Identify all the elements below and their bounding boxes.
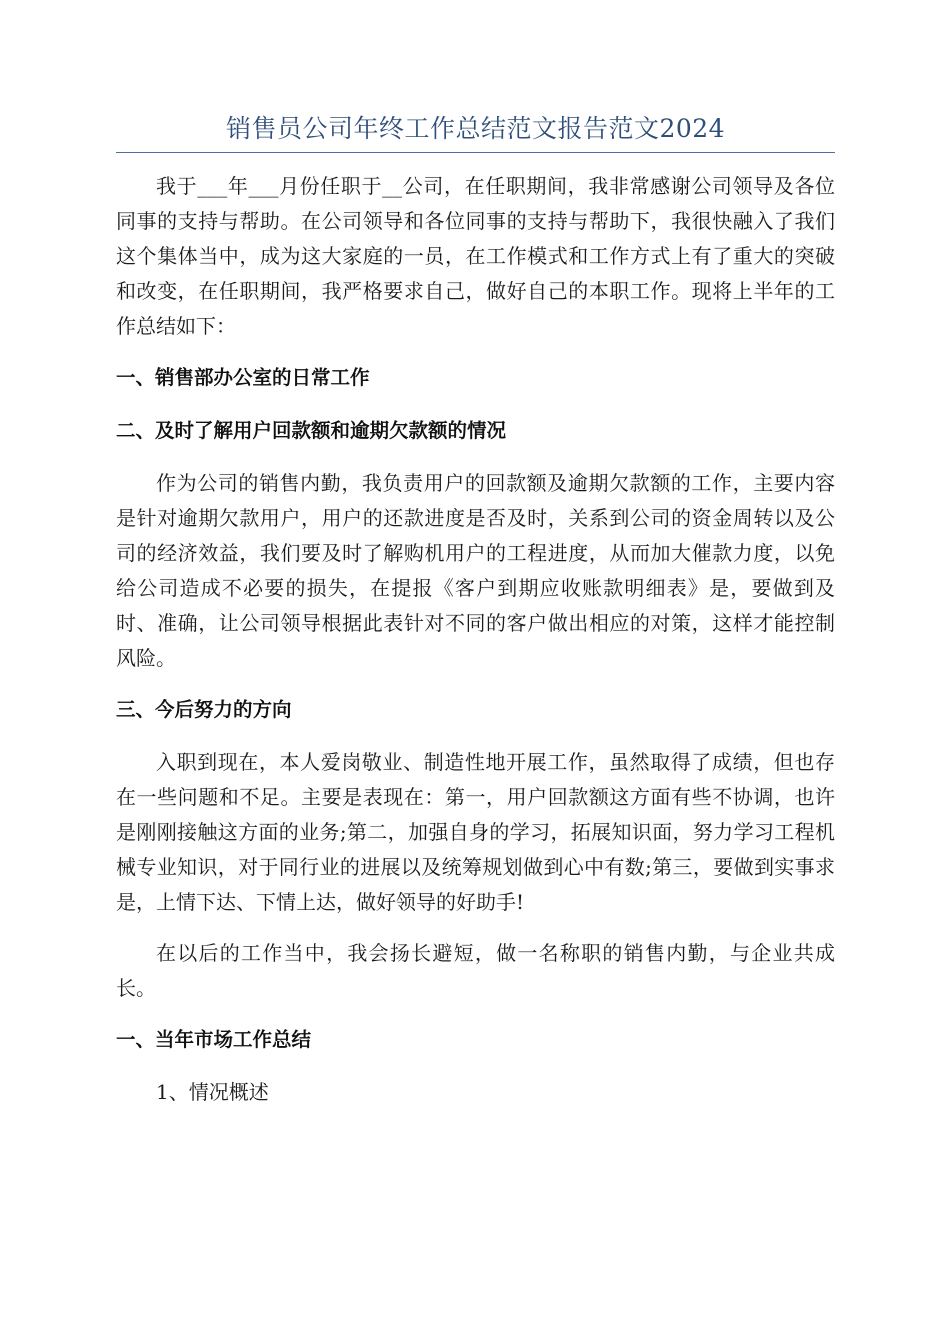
closing-paragraph: 在以后的工作当中，我会扬长避短，做一名称职的销售内勤，与企业共成长。 (116, 941, 835, 1000)
document-page (116, 110, 835, 1110)
document-title: 销售员公司年终工作总结范文报告范文2024 (116, 110, 835, 153)
section-heading-daily-work: 一、销售部办公室的日常工作 (116, 366, 370, 389)
future-direction-paragraph: 入职到现在，本人爱岗敬业、制造性地开展工作，虽然取得了成绩，但也存在一些问题和不足。主要是表现在：第一，用户回款额这方面有些不协调，也许是刚刚接触这方面的业务;第二，加强自身的学习，拓展知识面，努力学习工程机械专业知识，对于同行业的进展以及统筹规划做到心中有数;第三，要做到实事求是，上情下达、下情上达，做好领导的好助手! (116, 750, 835, 914)
subsection-overview: 1、情况概述 (156, 1080, 269, 1104)
intro-paragraph: 我于___年___月份任职于__公司，在任职期间，我非常感谢公司领导及各位同事的支持与帮助。在公司领导和各位同事的支持与帮助下，我很快融入了我们这个集体当中，成为这大家庭的一员，在工作模式和工作方式上有了重大的突破和改变，在任职期间，我严格要求自己，做好自己的本职工作。现将上半年的工作总结如下： (116, 174, 835, 338)
section-heading-market-summary: 一、当年市场工作总结 (116, 1028, 312, 1051)
section-heading-payment-status: 二、及时了解用户回款额和逾期欠款额的情况 (116, 419, 507, 442)
payment-status-paragraph: 作为公司的销售内勤，我负责用户的回款额及逾期欠款额的工作，主要内容是针对逾期欠款用户，用户的还款进度是否及时，关系到公司的资金周转以及公司的经济效益，我们要及时了解购机用户的工程进度，从而加大催款力度，以免给公司造成不必要的损失，在提报《客户到期应收账款明细表》是，要做到及时、准确，让公司领导根据此表针对不同的客户做出相应的对策，这样才能控制风险。 (116, 471, 835, 670)
section-heading-future-direction: 三、今后努力的方向 (116, 698, 292, 721)
